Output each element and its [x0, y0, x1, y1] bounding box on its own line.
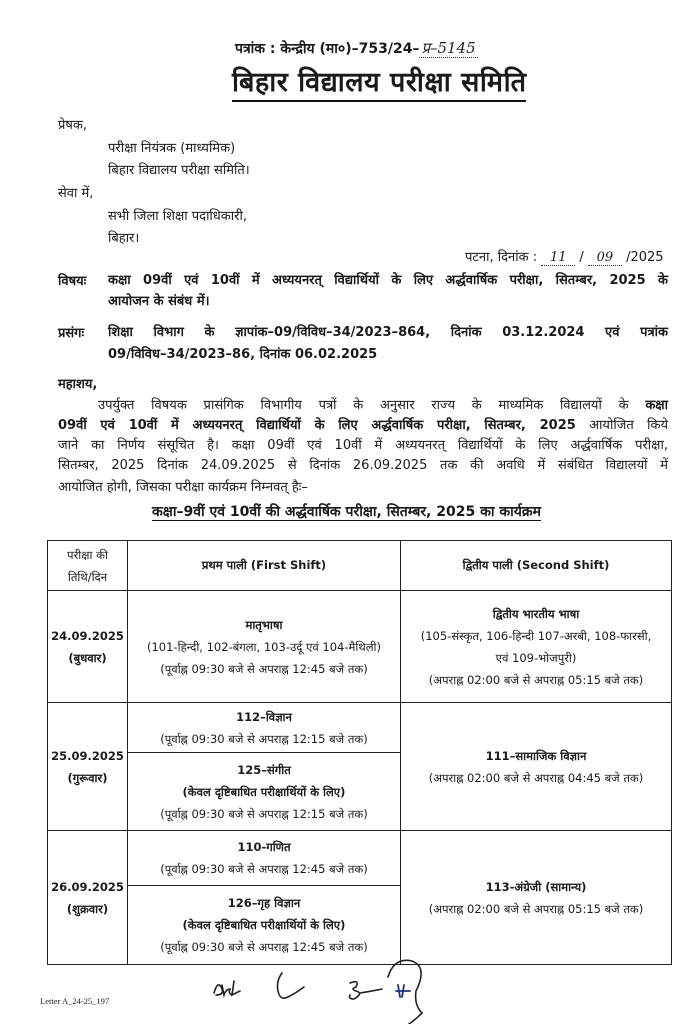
row-1-date	[48, 591, 128, 703]
sender-line-1: परीक्षा नियंत्रक (माध्यमिक)	[108, 141, 236, 156]
table-row	[48, 591, 672, 703]
row-3-second-shift	[401, 831, 672, 965]
row-3-date-value: 26.09.2025	[51, 879, 124, 894]
letter-code: Letter A_24-25_197	[40, 996, 110, 1006]
table-row	[48, 703, 672, 753]
row-2-first-a-subject: 112–विज्ञान	[236, 709, 292, 724]
header-date-line-1: परीक्षा की	[67, 547, 108, 562]
row-2-first-b-time: (पूर्वाह्न 09:30 बजे से अपराह्न 12:15 बजे तक)	[160, 806, 368, 821]
table-row	[48, 831, 672, 886]
row-3-first-b-time: (पूर्वाह्न 09:30 बजे से अपराह्न 12:45 बजे तक)	[160, 940, 368, 954]
reference-line-1: शिक्षा विभाग के ज्ञापांक–09/विविध–34/2023–864, दिनांक 03.12.2024 एवं पत्रांक	[108, 325, 668, 340]
recipient-line-1: सभी जिला शिक्षा पदाधिकारी,	[108, 209, 247, 224]
reference-number-handwritten: प्र–5145	[421, 39, 476, 57]
reference-label: प्रसंगः	[58, 326, 85, 341]
body-line-3: जाने का निर्णय संसूचित है। कक्षा 09वीं एवं 10वीं में अध्ययनरत् विद्यार्थियों के लिए अर्द्धवार्षिक परीक्षा,	[58, 438, 668, 453]
row-3-first-shift-b	[128, 886, 401, 965]
sender-label: प्रेषक,	[58, 118, 88, 133]
row-3-day: (शुक्रवार)	[66, 901, 109, 916]
row-3-first-b-subject: 126–गृह विज्ञान	[227, 896, 301, 910]
row-1-first-detail: (101-हिन्दी, 102-बंगला, 103-उर्दू एवं 104-मैथिली)	[147, 639, 381, 654]
body-line-5: आयोजित होगी, जिसका परीक्षा कार्यक्रम निम्नवत् हैः–	[58, 480, 308, 495]
row-1-first-shift	[128, 591, 401, 703]
reference-line-2: 09/विविध–34/2023–86, दिनांक 06.02.2025	[108, 347, 378, 362]
signature-4-ink	[396, 985, 410, 997]
row-3-second-subject: 113-अंग्रेजी (सामान्य)	[485, 879, 587, 894]
row-2-date	[48, 703, 128, 831]
row-3-first-b-note: (केवल दृष्टिबाधित परीक्षार्थियों के लिए)	[182, 918, 346, 932]
body-line-1	[98, 396, 668, 415]
row-2-date-value: 25.09.2025	[51, 748, 124, 763]
date-line: पटना, दिनांक : 11 / 09 /2025	[465, 250, 664, 265]
row-2-first-shift-b	[128, 753, 401, 831]
header-date-line-2: तिथि/दिन	[67, 569, 108, 584]
row-1-second-subject: द्वितीय भारतीय भाषा	[492, 606, 580, 621]
body-line-2-text: आयोजित किये	[589, 418, 668, 433]
header-first-shift: प्रथम पाली (First Shift)	[128, 541, 401, 591]
body-line-2	[58, 416, 668, 435]
signature-2	[278, 973, 305, 998]
subject-line-2: आयोजन के संबंध में।	[108, 294, 210, 309]
signature-3	[350, 982, 383, 999]
row-1-second-detail-1: (105-संस्कृत, 106-हिन्दी 107-अरबी, 108-फारसी,	[420, 628, 652, 643]
body-line-4: सितम्बर, 2025 दिनांक 24.09.2025 से दिनांक 26.09.2025 तक की अवधि में संबंधित विद्यालयों में	[58, 458, 668, 473]
header-second-shift: द्वितीय पाली (Second Shift)	[401, 541, 672, 591]
salutation: महाशय,	[58, 377, 98, 392]
signatures	[200, 955, 440, 1024]
recipient-line-2: बिहार।	[108, 231, 140, 246]
date-month: 09	[588, 250, 622, 266]
row-2-first-a-time: (पूर्वाह्न 09:30 बजे से अपराह्न 12:15 बजे तक)	[160, 731, 368, 746]
recipient-label: सेवा में,	[58, 186, 94, 201]
row-2-second-shift	[401, 703, 672, 831]
table-header-row	[48, 541, 672, 591]
subject-line-1: कक्षा 09वीं एवं 10वीं में अध्ययनरत् विद्यार्थियों के लिए अर्द्धवार्षिक परीक्षा, सितम्बर, 2025 के	[108, 273, 668, 288]
row-2-second-subject: 111–सामाजिक विज्ञान	[485, 748, 587, 763]
row-2-second-time: (अपराह्न 02:00 बजे से अपराह्न 04:45 बजे तक)	[428, 770, 644, 785]
row-2-first-b-subject: 125–संगीत	[237, 762, 291, 777]
date-prefix: पटना, दिनांक :	[465, 250, 538, 265]
row-1-second-time: (अपराह्न 02:00 बजे से अपराह्न 05:15 बजे तक)	[428, 672, 644, 687]
reference-number-label: पत्रांक : केन्द्रीय (मा०)–753/24–	[235, 41, 420, 57]
row-1-day: (बुधवार)	[68, 650, 107, 665]
row-3-first-a-time: (पूर्वाह्न 09:30 बजे से अपराह्न 12:45 बजे तक)	[160, 862, 368, 876]
schedule-table	[47, 540, 672, 965]
row-1-second-shift	[401, 591, 672, 703]
date-year: /2025	[626, 250, 664, 265]
row-1-date-value: 24.09.2025	[51, 628, 124, 643]
date-day: 11	[541, 250, 575, 266]
row-3-second-time: (अपराह्न 02:00 बजे से अपराह्न 05:15 बजे तक)	[428, 901, 644, 916]
row-2-first-b-note: (केवल दृष्टिबाधित परीक्षार्थियों के लिए)	[182, 784, 346, 799]
schedule-title-text: कक्षा–9वीं एवं 10वीं की अर्द्धवार्षिक परीक्षा, सितम्बर, 2025 का कार्यक्रम	[152, 504, 541, 520]
body-line-2-bold: 09वीं एवं 10वीं में अध्ययनरत् विद्यार्थियों के लिए अर्द्धवार्षिक परीक्षा, सितम्बर, 2025	[58, 418, 576, 433]
row-3-first-shift-a	[128, 831, 401, 886]
subject-label: विषयः	[58, 274, 87, 289]
sender-line-2: बिहार विद्यालय परीक्षा समिति।	[108, 163, 250, 178]
row-1-first-subject: मातृभाषा	[245, 617, 283, 632]
body-line-1-bold: कक्षा	[645, 398, 668, 413]
body-line-1-text: उपर्युक्त विषयक प्रासंगिक विभागीय पत्रों के अनुसार राज्य के माध्यमिक विद्यालयों के	[98, 398, 629, 413]
row-1-second-detail-2: एवं 109-भोजपुरी)	[495, 650, 577, 665]
reference-number	[235, 38, 478, 58]
header-date	[48, 541, 128, 591]
row-2-day: (गुरूवार)	[67, 770, 108, 785]
row-3-date	[48, 831, 128, 965]
org-title: बिहार विद्यालय परीक्षा समिति	[232, 66, 526, 102]
signature-4	[388, 960, 422, 1024]
row-1-first-time: (पूर्वाह्न 09:30 बजे से अपराह्न 12:45 बजे तक)	[160, 661, 368, 676]
signature-1	[214, 981, 240, 995]
row-3-first-a-subject: 110-गणित	[237, 840, 291, 854]
schedule-title	[0, 502, 693, 521]
row-2-first-shift-a	[128, 703, 401, 753]
